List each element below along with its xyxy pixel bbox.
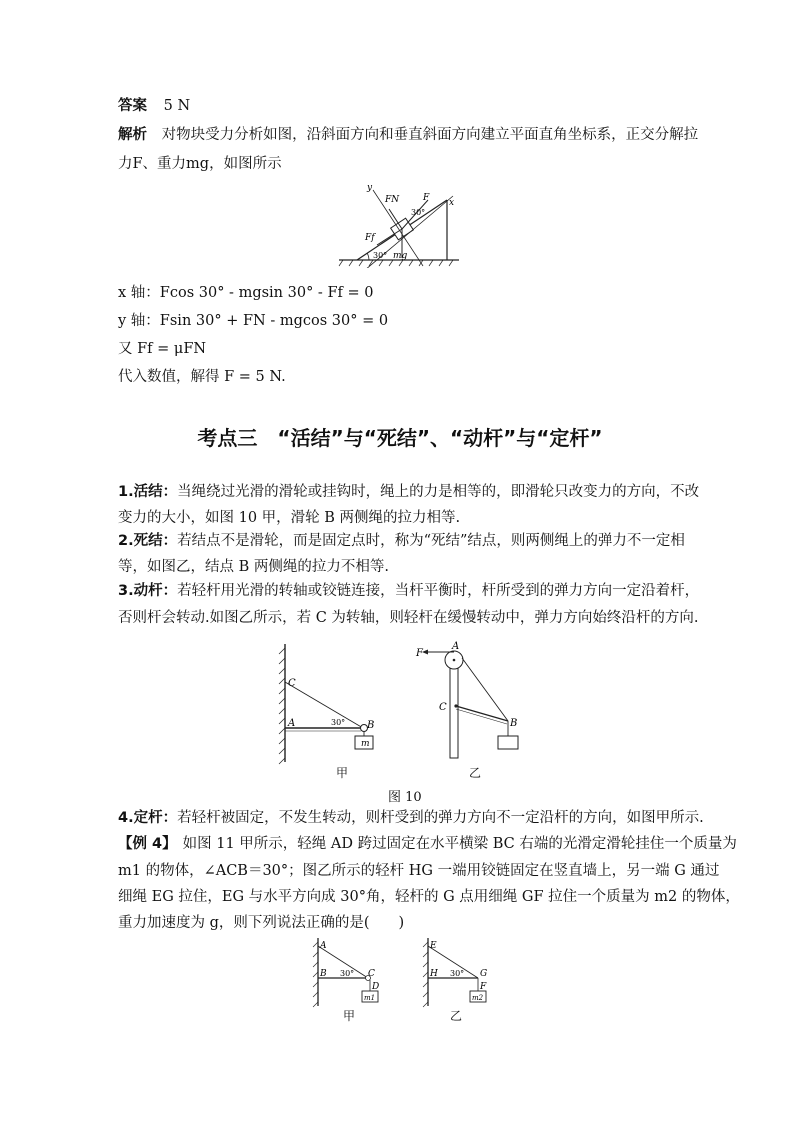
point-2-line-2: 等，如图乙，结点 B 两侧绳的拉力不相等. bbox=[118, 559, 389, 575]
f11-yi-E: E bbox=[430, 941, 437, 951]
rod-CB-inner bbox=[456, 709, 507, 724]
fig10-caption-yi: 乙 bbox=[469, 766, 482, 780]
fig10-jia bbox=[275, 640, 390, 770]
analysis-text-1: 对物块受力分析如图，沿斜面方向和垂直斜面方向建立平面直角坐标系，正交分解拉 bbox=[161, 127, 699, 143]
fig11-caption-jia: 甲 bbox=[343, 1009, 356, 1023]
f11-jia-D: D bbox=[372, 982, 380, 992]
yi-label-B: B bbox=[510, 718, 518, 729]
point-3-text-1: 若轻杆用光滑的转轴或铰链连接，当杆平衡时，杆所受到的弹力方向一定沿着杆， bbox=[177, 583, 700, 599]
point-3-line-1 bbox=[118, 581, 699, 601]
point-4-line-1 bbox=[118, 808, 704, 828]
yi-label-F: F bbox=[416, 648, 423, 659]
yi-label-A: A bbox=[452, 641, 460, 652]
answer-value: 5 N bbox=[163, 98, 191, 114]
fig10-yi bbox=[410, 640, 525, 770]
wall-hatching bbox=[279, 648, 285, 764]
fig11-jia bbox=[310, 936, 390, 1008]
example-line-3: 细绳 EG 拉住，EG 与水平方向成 30°角，轻杆的 G 点用细绳 GF 拉住一个质量为 m2 的物体， bbox=[118, 889, 740, 905]
equation-x: x 轴：Fcos 30° - mgsin 30° - Ff = 0 bbox=[118, 285, 374, 301]
example-line-2: m1 的物体，∠ACB＝30°；图乙所示的轻杆 HG 一端用铰链固定在竖直墙上，另一端 G 通过 bbox=[118, 863, 720, 879]
jia-label-m: m bbox=[361, 739, 370, 749]
point-1-line-2: 变力的大小，如图 10 甲，滑轮 B 两侧绳的拉力相等. bbox=[118, 510, 461, 526]
analysis-label: 解析 bbox=[118, 127, 147, 143]
label-FN: FN bbox=[385, 195, 400, 205]
point-4-label: 4.定杆： bbox=[118, 810, 178, 826]
label-mg: mg bbox=[393, 251, 408, 261]
f11-yi-H: H bbox=[430, 969, 438, 979]
point-3-line-2: 否则杆会转动.如图乙所示，若 C 为转轴，则轻杆在缓慢转动中，弹力方向始终沿杆的方向. bbox=[118, 610, 699, 626]
fig10-title: 图 10 bbox=[388, 790, 422, 805]
fig11-yi bbox=[420, 936, 500, 1008]
point-2-text-1: 若结点不是滑轮，而是固定点时，称为“死结”结点，则两侧绳上的弹力不一定相 bbox=[177, 533, 685, 549]
answer-label: 答案 bbox=[118, 98, 147, 114]
f11-jia-m1: m1 bbox=[364, 994, 376, 1002]
equation-y: y 轴：Fsin 30° + FN - mgcos 30° = 0 bbox=[118, 313, 389, 329]
fig11-caption-yi: 乙 bbox=[450, 1009, 463, 1023]
analysis-line-1 bbox=[118, 125, 698, 145]
label-30-bottom: 30° bbox=[373, 251, 388, 260]
label-F: F bbox=[423, 193, 430, 203]
angle-arc-base bbox=[367, 253, 369, 260]
example-line-1 bbox=[118, 834, 737, 854]
yi-label-C: C bbox=[439, 702, 447, 713]
mass-yi bbox=[498, 736, 518, 749]
section-heading: 考点三 “活结”与“死结”、“动杆”与“定杆” bbox=[197, 426, 603, 450]
wall-hatching bbox=[423, 942, 428, 1007]
f11-jia-C: C bbox=[368, 969, 375, 979]
f11-jia-A: A bbox=[320, 941, 327, 951]
f11-jia-B: B bbox=[320, 969, 327, 979]
f11-yi-F: F bbox=[480, 982, 487, 992]
jia-label-B: B bbox=[367, 720, 375, 731]
equation-result: 代入数值，解得 F = 5 N. bbox=[118, 369, 286, 385]
point-1-line-1 bbox=[118, 482, 699, 502]
jia-label-A: A bbox=[288, 718, 296, 729]
example-text-1: 如图 11 甲所示，轻绳 AD 跨过固定在水平横梁 BC 右端的光滑定滑轮挂住一个质量为 bbox=[182, 836, 737, 852]
post bbox=[450, 658, 458, 758]
equation-friction: 又 Ff = μFN bbox=[118, 341, 207, 357]
jia-label-C: C bbox=[288, 678, 296, 689]
f11-yi-30: 30° bbox=[450, 969, 465, 978]
point-1-label: 1.活结： bbox=[118, 484, 178, 500]
example-label: 【例 4】 bbox=[118, 836, 177, 852]
point-2-line-1 bbox=[118, 531, 685, 551]
label-x: x bbox=[449, 198, 455, 208]
rope-CB bbox=[285, 682, 363, 728]
pulley-A-center bbox=[453, 659, 456, 662]
rope-AB bbox=[462, 658, 508, 721]
f11-yi-m2: m2 bbox=[472, 994, 484, 1002]
label-Ff: Ff bbox=[365, 233, 375, 243]
incline-force-diagram bbox=[335, 178, 470, 268]
rod-CB bbox=[456, 706, 508, 721]
fig10-caption-jia: 甲 bbox=[336, 766, 349, 780]
label-y: y bbox=[367, 183, 373, 193]
point-2-label: 2.死结： bbox=[118, 533, 178, 549]
example-line-4: 重力加速度为 g，则下列说法正确的是( ) bbox=[118, 915, 405, 931]
f11-jia-30: 30° bbox=[340, 969, 355, 978]
answer-line bbox=[118, 96, 190, 116]
pivot-C bbox=[454, 704, 457, 707]
analysis-line-2: 力F、重力mg，如图所示 bbox=[118, 156, 282, 172]
point-4-text-1: 若轻杆被固定，不发生转动，则杆受到的弹力方向不一定沿杆的方向，如图甲所示. bbox=[177, 810, 704, 826]
f11-yi-G: G bbox=[480, 969, 488, 979]
wall-hatching bbox=[313, 942, 318, 1007]
jia-label-30: 30° bbox=[331, 718, 346, 727]
label-30-top: 30° bbox=[411, 208, 426, 217]
point-3-label: 3.动杆： bbox=[118, 583, 178, 599]
point-1-text-1: 当绳绕过光滑的滑轮或挂钩时，绳上的力是相等的，即滑轮只改变力的方向，不改 bbox=[177, 484, 700, 500]
